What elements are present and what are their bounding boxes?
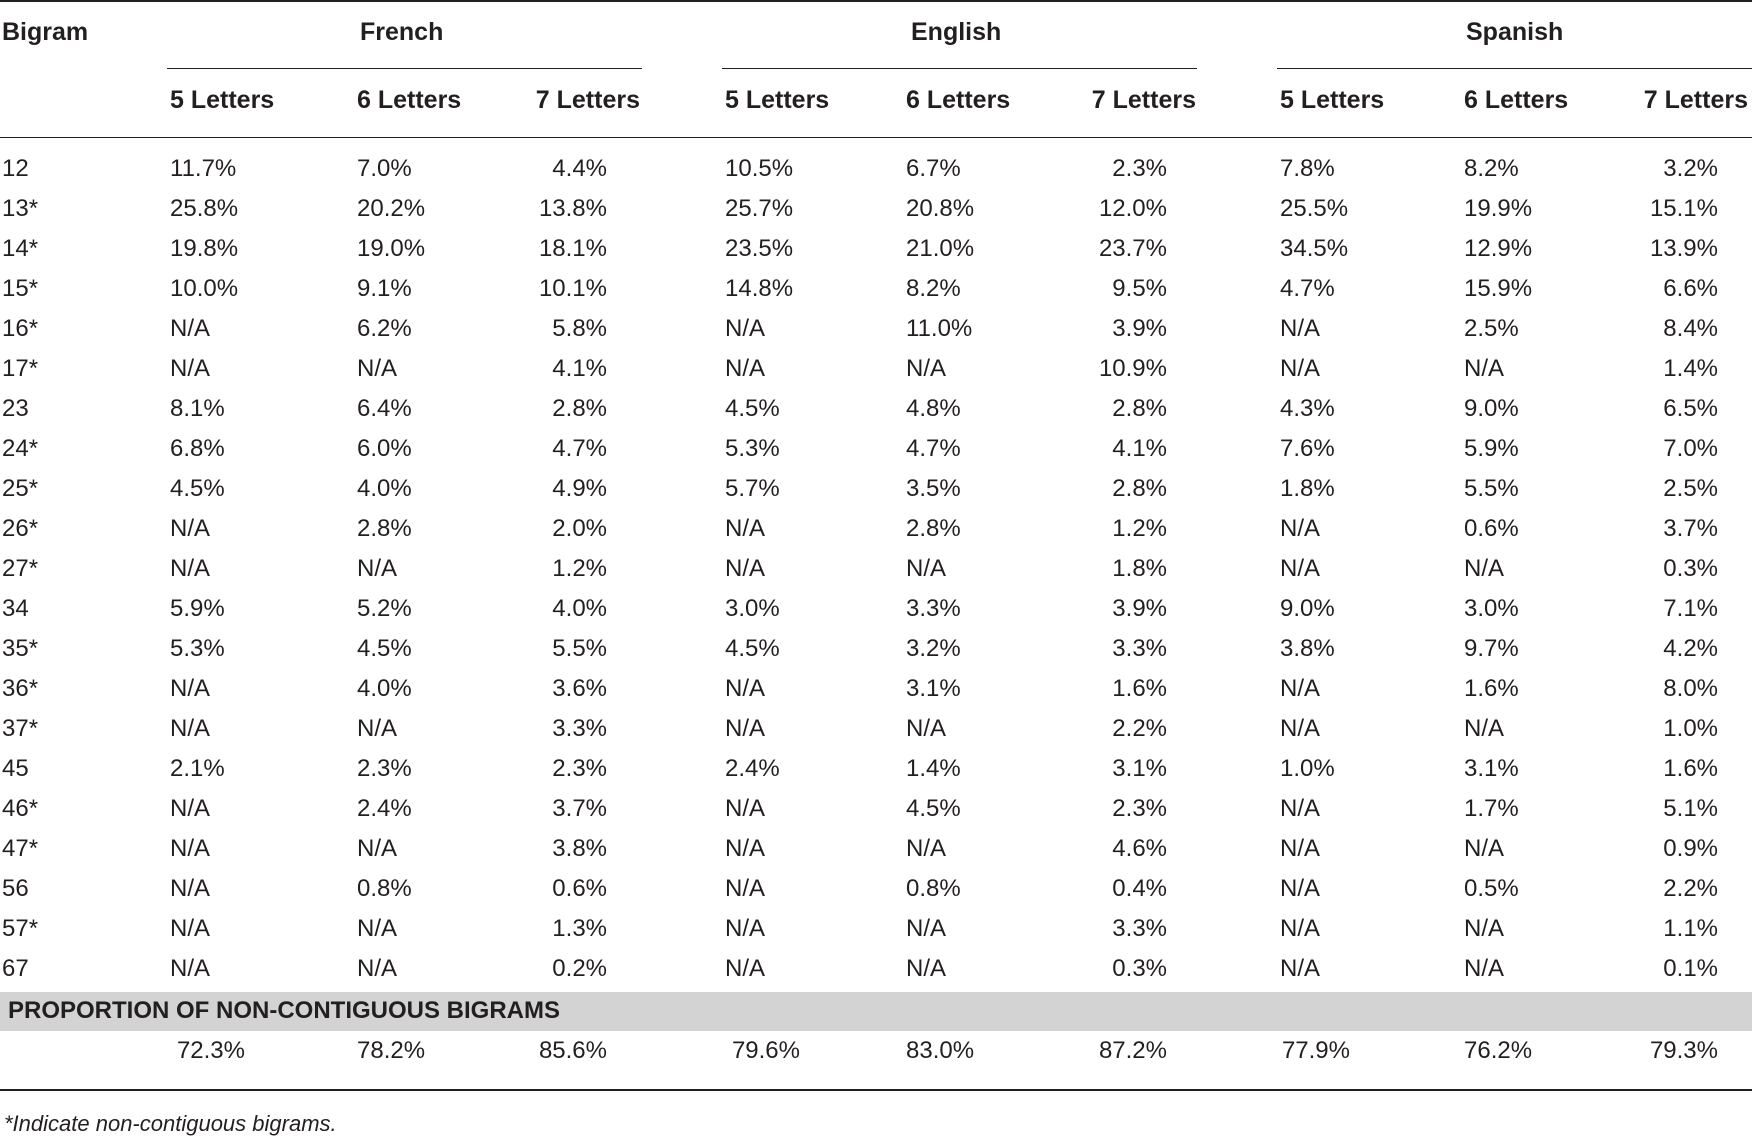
table-cell: 2.2% <box>1112 715 1167 742</box>
table-cell: 20.2% <box>357 195 426 222</box>
table-cell: N/A <box>1464 715 1505 742</box>
table-cell: 12.9% <box>1464 235 1533 262</box>
table-cell: 9.0% <box>1464 395 1519 422</box>
table-cell: 5.9% <box>170 595 225 622</box>
table-cell: N/A <box>170 315 211 342</box>
table-cell: 5.5% <box>552 635 607 662</box>
table-cell: N/A <box>725 795 766 822</box>
bigram-cell: 15* <box>2 275 39 302</box>
table-cell: 3.1% <box>906 675 961 702</box>
table-cell: 6.0% <box>357 435 412 462</box>
table-cell: 5.8% <box>552 315 607 342</box>
bigram-column-header: Bigram <box>2 18 89 46</box>
table-cell: 3.8% <box>1280 635 1335 662</box>
table-cell: N/A <box>1280 315 1321 342</box>
group-header-english: English <box>911 18 1002 46</box>
table-cell: 0.3% <box>1663 555 1718 582</box>
bigram-cell: 57* <box>2 915 39 942</box>
table-cell: 10.9% <box>1098 355 1167 382</box>
table-cell: 0.5% <box>1464 875 1519 902</box>
summary-cell: 77.9% <box>1281 1037 1350 1064</box>
bigram-cell: 35* <box>2 635 39 662</box>
table-cell: 1.8% <box>1280 475 1335 502</box>
subheader-english-7: 7 Letters <box>1091 86 1196 114</box>
table-cell: 18.1% <box>538 235 607 262</box>
table-cell: 21.0% <box>906 235 975 262</box>
table-cell: 34.5% <box>1280 235 1349 262</box>
table-cell: N/A <box>357 835 398 862</box>
subheader-french-5: 5 Letters <box>170 86 275 114</box>
subheader-english-5: 5 Letters <box>725 86 830 114</box>
summary-cell: 72.3% <box>176 1037 245 1064</box>
table-cell: 11.7% <box>170 155 237 182</box>
table-cell: 6.8% <box>170 435 225 462</box>
table-cell: 1.1% <box>1663 915 1718 942</box>
table-cell: N/A <box>1464 915 1505 942</box>
table-cell: N/A <box>906 555 947 582</box>
table-cell: N/A <box>725 715 766 742</box>
table-cell: 2.0% <box>552 515 607 542</box>
table-cell: 4.5% <box>357 635 412 662</box>
table-cell: 8.1% <box>170 395 225 422</box>
table-cell: 0.3% <box>1112 955 1167 982</box>
subheader-spanish-6: 6 Letters <box>1464 86 1569 114</box>
table-cell: 25.5% <box>1280 195 1349 222</box>
table-cell: 1.7% <box>1464 795 1519 822</box>
table-cell: 4.7% <box>552 435 607 462</box>
table-cell: 10.0% <box>170 275 239 302</box>
table-cell: N/A <box>1280 875 1321 902</box>
bigram-cell: 56 <box>2 875 29 902</box>
table-cell: 1.6% <box>1464 675 1519 702</box>
summary-cell: 83.0% <box>906 1037 975 1064</box>
table-cell: 11.0% <box>906 315 973 342</box>
table-cell: 1.2% <box>1112 515 1167 542</box>
table-cell: 4.7% <box>906 435 961 462</box>
table-cell: 13.8% <box>538 195 607 222</box>
table-cell: N/A <box>1280 515 1321 542</box>
table-cell: 19.8% <box>170 235 239 262</box>
table-cell: 10.1% <box>538 275 607 302</box>
table-cell: N/A <box>357 355 398 382</box>
table-cell: 2.8% <box>1112 395 1167 422</box>
table-cell: 2.4% <box>357 795 412 822</box>
bigram-cell: 14* <box>2 235 39 262</box>
table-cell: 15.1% <box>1649 195 1718 222</box>
table-cell: 3.3% <box>906 595 961 622</box>
bigram-cell: 37* <box>2 715 39 742</box>
summary-cell: 78.2% <box>357 1037 426 1064</box>
table-cell: 3.0% <box>1464 595 1519 622</box>
bigram-cell: 12 <box>2 155 29 182</box>
table-cell: 7.0% <box>357 155 412 182</box>
table-cell: N/A <box>725 555 766 582</box>
table-cell: 1.6% <box>1663 755 1718 782</box>
table-cell: 2.5% <box>1464 315 1519 342</box>
table-cell: 3.7% <box>552 795 607 822</box>
table-cell: 3.1% <box>1112 755 1167 782</box>
table-cell: N/A <box>1280 915 1321 942</box>
table-cell: 3.6% <box>552 675 607 702</box>
table-cell: N/A <box>170 355 211 382</box>
table-cell: 5.2% <box>357 595 412 622</box>
table-cell: 6.6% <box>1663 275 1718 302</box>
table-cell: N/A <box>1464 835 1505 862</box>
table-cell: 6.2% <box>357 315 412 342</box>
table-cell: 0.9% <box>1663 835 1718 862</box>
table-cell: 1.8% <box>1112 555 1167 582</box>
table-cell: 0.6% <box>1464 515 1519 542</box>
table-cell: 8.2% <box>1464 155 1519 182</box>
table-cell: 3.0% <box>725 595 780 622</box>
table-cell: 2.5% <box>1663 475 1718 502</box>
bigram-cell: 25* <box>2 475 39 502</box>
table-cell: 25.8% <box>170 195 239 222</box>
table-cell: 4.0% <box>552 595 607 622</box>
table-cell: 4.1% <box>552 355 607 382</box>
table-cell: N/A <box>1280 795 1321 822</box>
table-cell: N/A <box>906 835 947 862</box>
table-cell: 9.7% <box>1464 635 1519 662</box>
table-cell: N/A <box>1280 355 1321 382</box>
table-cell: 4.0% <box>357 675 412 702</box>
table-cell: 0.2% <box>552 955 607 982</box>
summary-cell: 76.2% <box>1464 1037 1533 1064</box>
table-cell: 23.5% <box>725 235 794 262</box>
footnote: *Indicate non-contiguous bigrams. <box>4 1111 337 1136</box>
table-cell: 19.9% <box>1464 195 1533 222</box>
table-cell: N/A <box>357 915 398 942</box>
table-cell: N/A <box>725 515 766 542</box>
table-cell: N/A <box>170 555 211 582</box>
table-cell: 7.1% <box>1663 595 1718 622</box>
table-cell: 1.6% <box>1112 675 1167 702</box>
bigram-cell: 17* <box>2 355 39 382</box>
table-cell: N/A <box>170 515 211 542</box>
table-cell: N/A <box>1464 955 1505 982</box>
bigram-cell: 47* <box>2 835 39 862</box>
table-cell: 3.9% <box>1112 315 1167 342</box>
table-cell: 3.3% <box>552 715 607 742</box>
subheader-french-7: 7 Letters <box>535 86 640 114</box>
bigram-cell: 45 <box>2 755 29 782</box>
table-cell: 20.8% <box>906 195 975 222</box>
table-cell: N/A <box>906 955 947 982</box>
table-cell: N/A <box>725 915 766 942</box>
table-cell: 8.4% <box>1663 315 1718 342</box>
table-cell: 7.0% <box>1663 435 1718 462</box>
table-cell: 4.5% <box>170 475 225 502</box>
bigram-cell: 46* <box>2 795 39 822</box>
table-cell: 7.8% <box>1280 155 1335 182</box>
table-cell: N/A <box>725 875 766 902</box>
table-cell: N/A <box>170 955 211 982</box>
table-cell: 5.9% <box>1464 435 1519 462</box>
table-cell: N/A <box>725 675 766 702</box>
table-cell: 4.5% <box>725 635 780 662</box>
table-cell: 3.3% <box>1112 635 1167 662</box>
table-cell: 1.3% <box>552 915 607 942</box>
table-cell: 5.5% <box>1464 475 1519 502</box>
table-cell: 1.4% <box>1663 355 1718 382</box>
table-cell: 6.7% <box>906 155 961 182</box>
table-cell: 0.8% <box>357 875 412 902</box>
table-cell: N/A <box>357 955 398 982</box>
summary-label: PROPORTION OF NON-CONTIGUOUS BIGRAMS <box>8 997 560 1024</box>
bigram-cell: 27* <box>2 555 39 582</box>
table-cell: 19.0% <box>357 235 426 262</box>
subheader-french-6: 6 Letters <box>357 86 462 114</box>
table-cell: N/A <box>170 915 211 942</box>
table-cell: 2.1% <box>170 755 225 782</box>
table-cell: N/A <box>170 875 211 902</box>
table-cell: 5.3% <box>170 635 225 662</box>
table-cell: N/A <box>725 955 766 982</box>
table-cell: N/A <box>170 835 211 862</box>
table-cell: 3.1% <box>1464 755 1519 782</box>
table-cell: 1.4% <box>906 755 961 782</box>
table-cell: 2.8% <box>1112 475 1167 502</box>
table-cell: 1.2% <box>552 555 607 582</box>
table-cell: N/A <box>1280 955 1321 982</box>
table-cell: N/A <box>1464 555 1505 582</box>
table-cell: 5.7% <box>725 475 780 502</box>
table-cell: 2.3% <box>1112 795 1167 822</box>
table-cell: 4.2% <box>1663 635 1718 662</box>
subheader-spanish-5: 5 Letters <box>1280 86 1385 114</box>
table-cell: 0.4% <box>1112 875 1167 902</box>
table-cell: N/A <box>1280 675 1321 702</box>
table-cell: 2.3% <box>1112 155 1167 182</box>
bigram-cell: 26* <box>2 515 39 542</box>
table-cell: 0.8% <box>906 875 961 902</box>
table-cell: 0.6% <box>552 875 607 902</box>
summary-cell: 85.6% <box>538 1037 607 1064</box>
table-cell: N/A <box>170 715 211 742</box>
table-cell: N/A <box>170 675 211 702</box>
table-cell: 4.9% <box>552 475 607 502</box>
table-cell: 3.2% <box>1663 155 1718 182</box>
bigram-cell: 24* <box>2 435 39 462</box>
table-cell: N/A <box>725 835 766 862</box>
table-cell: 1.0% <box>1663 715 1718 742</box>
table-cell: 9.1% <box>357 275 412 302</box>
table-cell: N/A <box>906 715 947 742</box>
table-cell: 3.7% <box>1663 515 1718 542</box>
table-cell: 8.0% <box>1663 675 1718 702</box>
table-cell: 4.7% <box>1280 275 1335 302</box>
table-cell: 2.8% <box>357 515 412 542</box>
table-cell: N/A <box>725 315 766 342</box>
table-cell: 4.6% <box>1112 835 1167 862</box>
table-cell: N/A <box>725 355 766 382</box>
group-header-spanish: Spanish <box>1466 18 1564 46</box>
table-cell: 4.5% <box>725 395 780 422</box>
table-cell: 4.3% <box>1280 395 1335 422</box>
table-cell: 3.3% <box>1112 915 1167 942</box>
table-cell: 5.3% <box>725 435 780 462</box>
table-cell: N/A <box>357 715 398 742</box>
table-cell: 2.8% <box>552 395 607 422</box>
table-cell: N/A <box>1280 835 1321 862</box>
table-cell: 6.5% <box>1663 395 1718 422</box>
bigram-cell: 67 <box>2 955 29 982</box>
table-cell: 6.4% <box>357 395 412 422</box>
group-header-french: French <box>360 18 444 46</box>
table-cell: 0.1% <box>1663 955 1718 982</box>
table-cell: 15.9% <box>1464 275 1533 302</box>
table-cell: 9.5% <box>1112 275 1167 302</box>
table-cell: N/A <box>906 915 947 942</box>
bigram-cell: 34 <box>2 595 29 622</box>
summary-cell: 79.3% <box>1649 1037 1718 1064</box>
table-cell: 2.2% <box>1663 875 1718 902</box>
table-cell: 9.0% <box>1280 595 1335 622</box>
table-cell: 13.9% <box>1649 235 1718 262</box>
table-cell: 3.8% <box>552 835 607 862</box>
table-cell: 7.6% <box>1280 435 1335 462</box>
bigram-cell: 16* <box>2 315 39 342</box>
table-cell: 3.9% <box>1112 595 1167 622</box>
subheader-english-6: 6 Letters <box>906 86 1011 114</box>
table-cell: 2.3% <box>552 755 607 782</box>
table-cell: 4.1% <box>1112 435 1167 462</box>
table-cell: 2.4% <box>725 755 780 782</box>
bigram-cell: 13* <box>2 195 39 222</box>
bigram-cell: 36* <box>2 675 39 702</box>
table-cell: 5.1% <box>1663 795 1718 822</box>
table-cell: 8.2% <box>906 275 961 302</box>
table-cell: 4.5% <box>906 795 961 822</box>
summary-cell: 79.6% <box>731 1037 800 1064</box>
table-cell: N/A <box>1464 355 1505 382</box>
table-cell: 4.4% <box>552 155 607 182</box>
table-cell: 25.7% <box>725 195 794 222</box>
summary-cell: 87.2% <box>1098 1037 1167 1064</box>
table-cell: 3.5% <box>906 475 961 502</box>
table-cell: N/A <box>170 795 211 822</box>
table-cell: N/A <box>906 355 947 382</box>
table-cell: N/A <box>357 555 398 582</box>
subheader-spanish-7: 7 Letters <box>1643 86 1748 114</box>
table-cell: 4.8% <box>906 395 961 422</box>
table-cell: 3.2% <box>906 635 961 662</box>
table-cell: 2.8% <box>906 515 961 542</box>
table-cell: N/A <box>1280 715 1321 742</box>
table-cell: 10.5% <box>725 155 794 182</box>
table-cell: 12.0% <box>1098 195 1167 222</box>
table-cell: 14.8% <box>725 275 794 302</box>
table-cell: 23.7% <box>1098 235 1167 262</box>
table-cell: 4.0% <box>357 475 412 502</box>
bigram-cell: 23 <box>2 395 29 422</box>
table-cell: N/A <box>1280 555 1321 582</box>
table-cell: 1.0% <box>1280 755 1335 782</box>
table-cell: 2.3% <box>357 755 412 782</box>
